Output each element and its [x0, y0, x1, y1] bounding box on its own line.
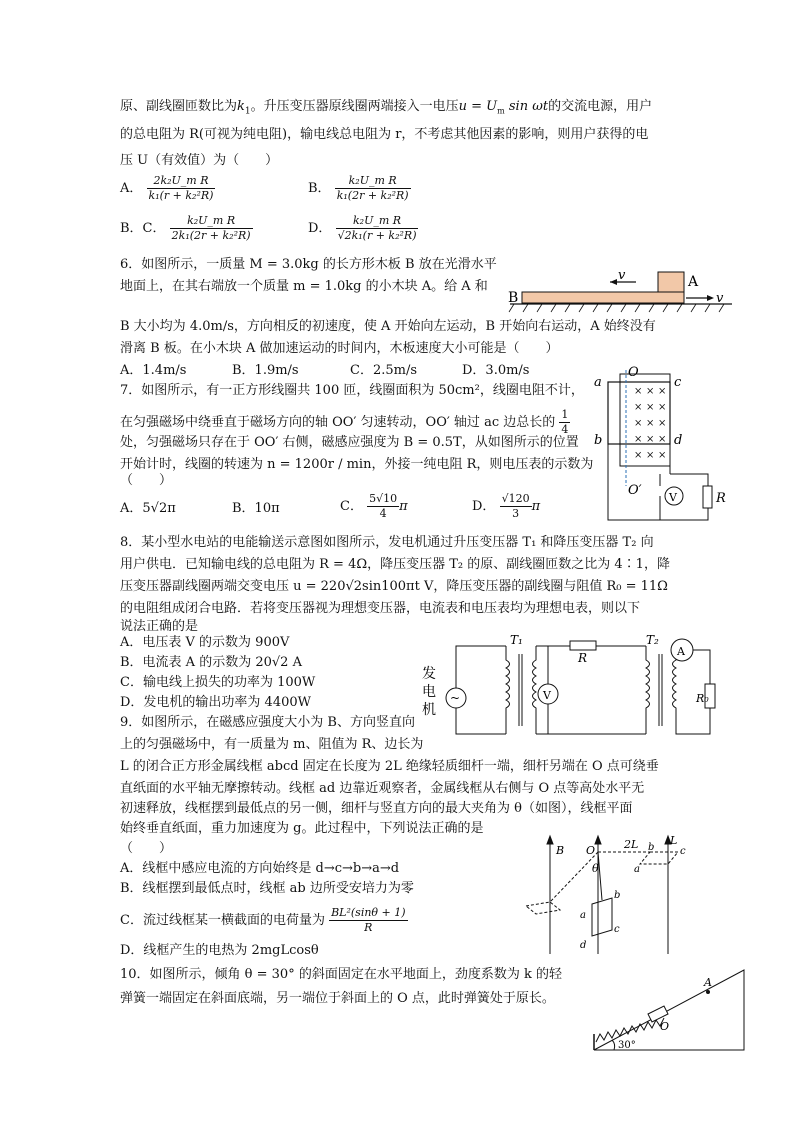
q5-line2: 的总电阻为 R(可视为纯电阻)，输电线总电阻为 r，不考虑其他因素的影响，则用户获得的电	[120, 127, 649, 142]
q8-option-c[interactable]: C．输电线上损失的功率为 100W	[120, 675, 316, 690]
q8-line1: 8．某小型水电站的电能输送示意图如图所示，发电机通过升压变压器 T₁ 和降压变压器 T₂ 向	[120, 535, 654, 550]
svg-text:×: ×	[634, 450, 643, 461]
field-lines	[547, 836, 671, 954]
q7-line3: 处，匀强磁场只存在于 OO′ 右侧，磁感应强度为 B = 0.5T，从如图所示的位置	[120, 435, 579, 450]
label-l: L	[670, 834, 678, 847]
q9-line2: 上的匀强磁场中，有一质量为 m、阻值为 R、边长为	[120, 737, 424, 752]
q10-line1: 10．如图所示，倾角 θ = 30° 的斜面固定在水平地面上，劲度系数为 k 的轻	[120, 967, 562, 982]
q8-option-b[interactable]: B．电流表 A 的示数为 20√2 A	[120, 655, 302, 670]
svg-text:×: ×	[634, 418, 643, 429]
q8-option-a[interactable]: A．电压表 V 的示数为 900V	[120, 635, 290, 650]
q9-line3: L 的闭合正方形金属线框 abcd 固定在长度为 2L 绝缘轻质细杆一端，细杆另端在 O 点可绕垂	[120, 759, 659, 774]
rod-left	[550, 852, 598, 902]
label-b-start: b	[648, 842, 655, 853]
voltmeter-label: V	[669, 491, 677, 504]
q7-figure	[590, 360, 740, 526]
q5-option-c[interactable]: B．C． $\frac{\text{k₂U\_m R}}{\text{2k₁(2r + k₂²R)}}$	[120, 214, 251, 242]
line-resistor-label: R	[578, 651, 588, 665]
q10-line2: 弹簧一端固定在斜面底端，另一端位于斜面上的 O 点，此时弹簧处于原长。	[120, 991, 555, 1006]
board-b	[522, 292, 684, 303]
q5-option-d[interactable]: D． $\frac{\text{k₂U\_m R}}{\text{√2k₁(r + k₂²R)}}$	[308, 214, 417, 242]
label-a: A	[704, 976, 712, 989]
svg-text:×: ×	[634, 402, 643, 413]
svg-text:×: ×	[646, 386, 655, 397]
q6-option-d[interactable]: D．3.0m/s	[462, 363, 530, 378]
t1-label: T₁	[510, 634, 523, 647]
voltmeter-label: V	[543, 689, 551, 702]
q8-line5: 说法正确的是	[120, 619, 199, 634]
t1-secondary	[533, 646, 537, 734]
q8-figure	[420, 634, 725, 742]
label-a: a	[594, 375, 602, 390]
label-2l: 2L	[624, 838, 639, 851]
svg-text:×: ×	[658, 402, 667, 413]
q8-option-d[interactable]: D．发电机的输出功率为 4400W	[120, 695, 312, 710]
point-a	[706, 990, 710, 994]
q5-line3: 压 U（有效值）为（ ）	[120, 153, 279, 168]
q6-line1: 6．如图所示，一质量 M = 3.0kg 的长方形木板 B 放在光滑水平	[120, 257, 497, 272]
label-a: A	[688, 274, 699, 290]
svg-text:×: ×	[646, 402, 655, 413]
q9-option-a[interactable]: A．线框中感应电流的方向始终是 d→c→b→a→d	[120, 861, 400, 876]
q6-figure	[500, 268, 740, 320]
q9-line1: 9．如图所示，在磁感应强度大小为 B、方向竖直向	[120, 715, 415, 730]
frame-start	[640, 852, 678, 864]
q7-line5: （ ）	[120, 473, 173, 488]
label-a-start: a	[634, 864, 640, 875]
q9-figure	[520, 830, 710, 956]
label-c: c	[674, 375, 682, 390]
velocity-label-b: v	[716, 291, 724, 306]
ammeter-label: A	[677, 645, 685, 658]
t1-primary	[506, 646, 510, 734]
resistor-r	[703, 486, 712, 508]
generator-label-1: 发	[422, 666, 436, 682]
label-o: O	[660, 1020, 670, 1033]
ground-hatch	[509, 304, 724, 312]
svg-text:×: ×	[646, 450, 655, 461]
q5-line1: 原、副线圈匝数比为$k_1$。升压变压器原线圈两端接入一电压$u = U_m$ sin ωt的交流电源，用户	[120, 99, 653, 117]
q7-option-b[interactable]: B．10π	[232, 501, 280, 516]
svg-text:×: ×	[646, 418, 655, 429]
label-theta: θ	[592, 862, 599, 875]
q6-line2: 地面上，在其右端放一个质量 m = 1.0kg 的小木块 A。给 A 和	[120, 279, 488, 294]
q7-option-a[interactable]: A．5√2π	[120, 501, 176, 516]
svg-text:×: ×	[634, 386, 643, 397]
load-resistor-label: R₀	[696, 692, 709, 705]
label-a-bottom: a	[580, 910, 586, 921]
angle-label: 30°	[618, 1040, 636, 1051]
label-o: O	[628, 365, 639, 380]
block-a	[658, 272, 684, 292]
resistor-label: R	[716, 491, 726, 506]
label-d: d	[674, 433, 683, 448]
label-b: b	[594, 433, 603, 448]
svg-text:×: ×	[658, 386, 667, 397]
label-c-start: c	[680, 846, 686, 857]
line-resistor	[570, 641, 596, 650]
incline	[594, 970, 744, 1050]
q5-option-a[interactable]: A． $\frac{\text{2k₂U\_m R}}{\text{k₁(r + k₂²R)}}$	[120, 174, 214, 202]
q6-option-b[interactable]: B．1.9m/s	[232, 363, 299, 378]
q9-option-c[interactable]: C．流过线框某一横截面的电荷量为 $\frac{\text{BL²(sinθ + 1)}}{R}$	[120, 906, 406, 934]
svg-text:×: ×	[658, 450, 667, 461]
t2-secondary	[673, 654, 677, 726]
q6-line4: 滑离 B 板。在小木块 A 做加速运动的时间内，木板速度大小可能是（ ）	[120, 341, 559, 356]
label-b-bottom: b	[614, 890, 621, 901]
frame-left	[526, 902, 560, 914]
frame-bottom	[592, 898, 612, 936]
t2-label: T₂	[646, 634, 659, 647]
q9-option-d[interactable]: D．线框产生的电热为 2mgLcosθ	[120, 943, 319, 958]
q7-line1: 7．如图所示，有一正方形线圈共 100 匝，线圈面积为 50cm²，线圈电阻不计，	[120, 383, 584, 398]
q9-line6: 始终垂直纸面，重力加速度为 g。此过程中，下列说法正确的是	[120, 821, 484, 836]
q8-line2: 用户供电．已知输电线的总电阻为 R = 4Ω，降压变压器 T₂ 的原、副线圈匝数之比为 4∶1，降	[120, 557, 670, 572]
svg-text:×: ×	[634, 434, 643, 445]
svg-text:×: ×	[646, 434, 655, 445]
q6-option-a[interactable]: A．1.4m/s	[120, 363, 187, 378]
q8-line3: 压变压器副线圈两端交变电压 u = 220√2sin100πt V，降压变压器的副线圈与阻值 R₀ = 11Ω	[120, 579, 668, 594]
q7-line2: 在匀强磁场中绕垂直于磁场方向的轴 OO′ 匀速转动，OO′ 轴过 ac 边总长的 $\frac{1}{4}$	[120, 408, 569, 436]
label-b: B	[508, 290, 519, 306]
t2-primary	[646, 646, 650, 734]
q9-line5: 初速释放，线框摆到最低点的另一侧，细杆与竖直方向的最大夹角为 θ（如图），线框平面	[120, 801, 633, 816]
svg-text:×: ×	[658, 434, 667, 445]
q9-line4: 直纸面的水平轴无摩擦转动。线框 ad 边靠近观察者，金属线框从右侧与 O 点等高处水平无	[120, 781, 645, 796]
q6-option-c[interactable]: C．2.5m/s	[350, 363, 417, 378]
q8-line4: 的电阻组成闭合电路．若将变压器视为理想变压器，电流表和电压表均为理想电表，则以下	[120, 601, 641, 616]
label-b-field: B	[556, 844, 565, 857]
svg-text:~: ~	[450, 691, 461, 705]
q9-option-b[interactable]: B．线框摆到最低点时，线框 ab 边所受安培力为零	[120, 881, 414, 896]
label-c-bottom: c	[614, 924, 620, 935]
svg-text:×: ×	[658, 418, 667, 429]
label-o: O	[586, 844, 596, 857]
field-crosses	[634, 386, 666, 461]
q7-line4: 开始计时，线圈的转速为 n = 1200r / min，外接一纯电阻 R，则电压表的示数为	[120, 457, 594, 472]
label-d-bottom: d	[580, 940, 587, 951]
generator-label-2: 电	[422, 684, 436, 700]
q5-option-b[interactable]: B． $\frac{\text{k₂U\_m R}}{\text{k₁(2r + k₂²R)}}$	[308, 174, 409, 202]
q9-line7: （ ）	[120, 841, 173, 856]
q10-figure	[580, 964, 750, 1058]
velocity-label-a: v	[618, 268, 626, 283]
q7-option-c[interactable]: C． $\frac{5√10}{4}$ π	[340, 492, 408, 520]
q7-option-d[interactable]: D． $\frac{√120}{3}$ π	[472, 492, 541, 520]
q6-line3: B 大小均为 4.0m/s，方向相反的初速度，使 A 开始向左运动，B 开始向右运动，A 始终没有	[120, 319, 656, 334]
generator-label-3: 机	[422, 702, 436, 718]
arrow-right	[707, 295, 714, 301]
rod-down	[598, 852, 602, 900]
label-o-prime: O′	[628, 483, 642, 498]
